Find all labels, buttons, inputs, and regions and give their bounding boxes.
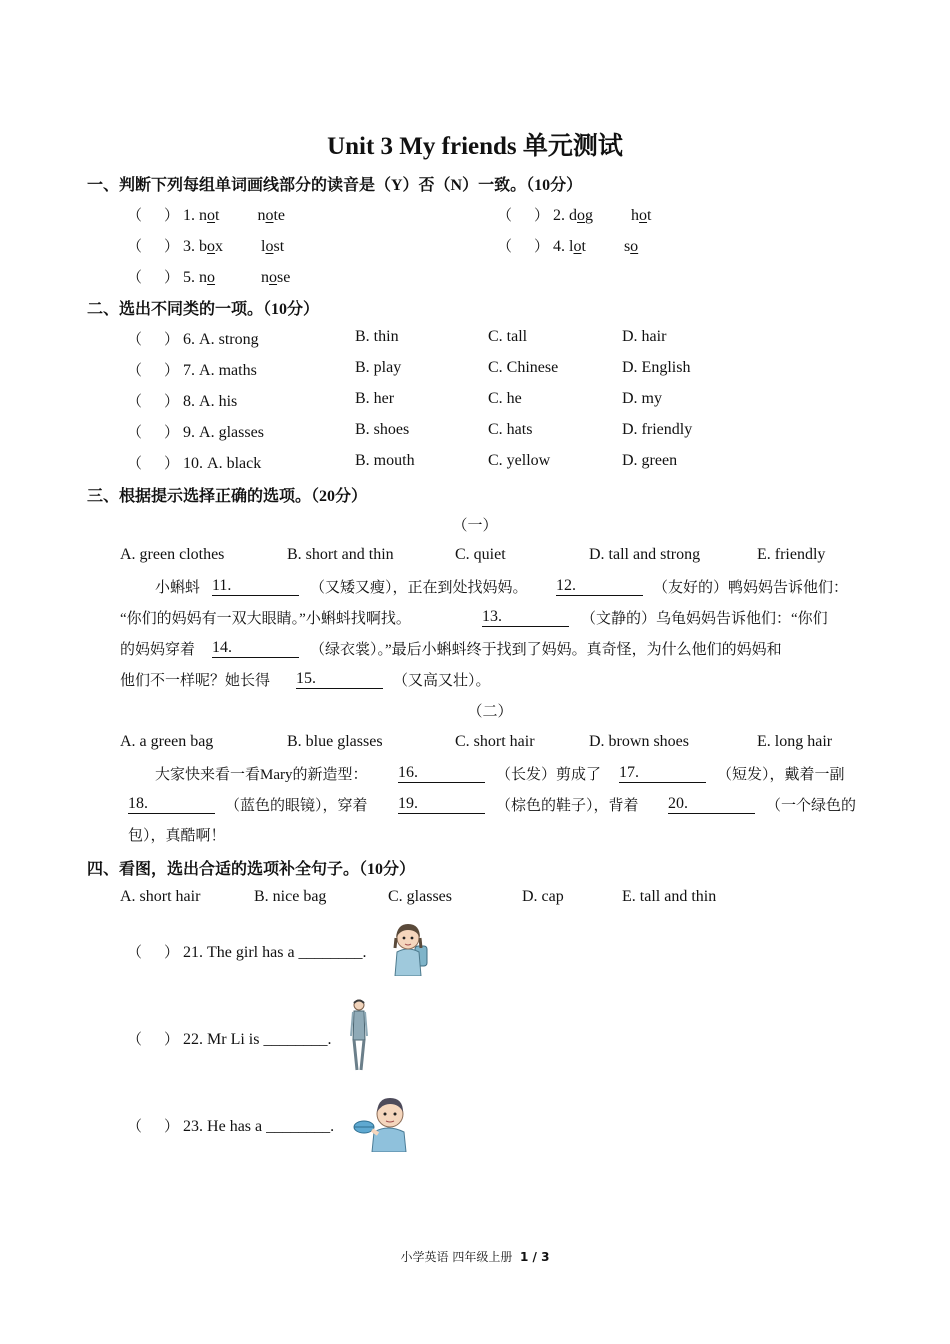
answer-paren-open: （ (497, 208, 513, 224)
option-b: B. blue glasses (287, 733, 383, 750)
option-c: C. glasses (388, 888, 452, 905)
section-3-heading: 三、根据提示选择正确的选项。（20分） (87, 488, 368, 505)
question-23: （ ） 23. He has a ________. (127, 1118, 335, 1135)
word-1: dog (569, 207, 594, 224)
word-1: not (199, 207, 220, 224)
option-b: B. play (355, 359, 402, 376)
blank-16[interactable]: 16. (398, 764, 485, 783)
option-a: A. a green bag (120, 733, 214, 750)
option-a: A. green clothes (120, 546, 225, 563)
blank-13[interactable]: 13. (482, 608, 569, 627)
question-1 (127, 204, 285, 225)
option-c: C. yellow (488, 452, 551, 469)
answer-paren-open: （ (497, 239, 513, 255)
girl-with-bag-illustration (385, 918, 431, 976)
option-d: D. cap (522, 888, 564, 905)
question-21: （ ） 21. The girl has a ________. (127, 944, 367, 961)
answer-paren-close: ） (164, 239, 180, 255)
blank-14[interactable]: 14. (212, 639, 299, 658)
option-b: B. shoes (355, 421, 410, 438)
question-5 (127, 266, 290, 287)
option-a: 6. A. strong (183, 331, 259, 348)
option-b: B. thin (355, 328, 399, 345)
option-a: 7. A. maths (183, 362, 257, 379)
option-e: E. friendly (757, 546, 826, 563)
question-number: 2. (553, 207, 566, 224)
answer-paren-open: （ (127, 208, 143, 224)
option-a: 10. A. black (183, 455, 262, 472)
question-3 (127, 235, 284, 256)
option-e: E. long hair (757, 733, 833, 750)
page-footer (0, 1248, 950, 1265)
option-d: D. my (622, 390, 662, 407)
blank-20[interactable]: 20. (668, 795, 755, 814)
question-number: 3. (183, 238, 196, 255)
option-a: 9. A. glasses (183, 424, 264, 441)
word-2: nose (261, 269, 291, 286)
option-b: B. short and thin (287, 546, 394, 563)
option-c: C. tall (488, 328, 528, 345)
word-2: hot (631, 207, 652, 224)
option-d: D. green (622, 452, 678, 469)
tall-thin-man-illustration (348, 998, 370, 1072)
answer-paren-close: ） (164, 208, 180, 224)
option-c: C. he (488, 390, 522, 407)
boy-with-cap-illustration (352, 1090, 418, 1152)
page-number: 1 / 3 (520, 1250, 550, 1264)
answer-paren-open: （ (127, 239, 143, 255)
footer-text: 小学英语 四年级上册 (400, 1250, 513, 1264)
blank-15[interactable]: 15. (296, 670, 383, 689)
blank-18[interactable]: 18. (128, 795, 215, 814)
blank-17[interactable]: 17. (619, 764, 706, 783)
page-title: Unit 3 My friends 单元测试 (327, 133, 623, 160)
question-number: 5. (183, 269, 196, 286)
word-1: no (199, 269, 216, 286)
blank-11[interactable]: 11. (212, 577, 299, 596)
blank-19[interactable]: 19. (398, 795, 485, 814)
question-4 (497, 235, 638, 256)
word-2: note (257, 207, 286, 224)
section-4-heading: 四、看图，选出合适的选项补全句子。（10分） (87, 861, 416, 878)
option-a: 8. A. his (183, 393, 238, 410)
option-b: B. nice bag (254, 888, 327, 905)
blank-12[interactable]: 12. (556, 577, 643, 596)
section-2-heading: 二、选出不同类的一项。（10分） (87, 301, 320, 318)
question-2 (497, 204, 651, 225)
option-b: B. mouth (355, 452, 415, 469)
answer-paren-close: ） (534, 239, 550, 255)
answer-paren-open: （ (127, 270, 143, 286)
section-1-heading: 一、判断下列每组单词画线部分的读音是（Y）否（N）一致。（10分） (87, 177, 583, 194)
question-number: 1. (183, 207, 196, 224)
option-c: C. hats (488, 421, 533, 438)
option-c: C. quiet (455, 546, 506, 563)
option-b: B. her (355, 390, 395, 407)
word-1: lot (569, 238, 586, 255)
option-c: C. Chinese (488, 359, 559, 376)
option-d: D. friendly (622, 421, 693, 438)
option-d: D. English (622, 359, 691, 376)
question-22: （ ） 22. Mr Li is ________. (127, 1031, 332, 1048)
word-2: lost (261, 238, 285, 255)
answer-paren-close: ） (164, 270, 180, 286)
option-e: E. tall and thin (622, 888, 717, 905)
option-d: D. tall and strong (589, 546, 701, 563)
option-c: C. short hair (455, 733, 535, 750)
option-a: A. short hair (120, 888, 201, 905)
word-2: so (623, 238, 639, 255)
answer-paren-close: ） (534, 208, 550, 224)
subheading-2: （二） (467, 704, 513, 720)
subheading-1: （一） (452, 518, 498, 534)
word-1: box (199, 238, 224, 255)
question-number: 4. (553, 238, 566, 255)
option-d: D. hair (622, 328, 667, 345)
option-d: D. brown shoes (589, 733, 689, 750)
